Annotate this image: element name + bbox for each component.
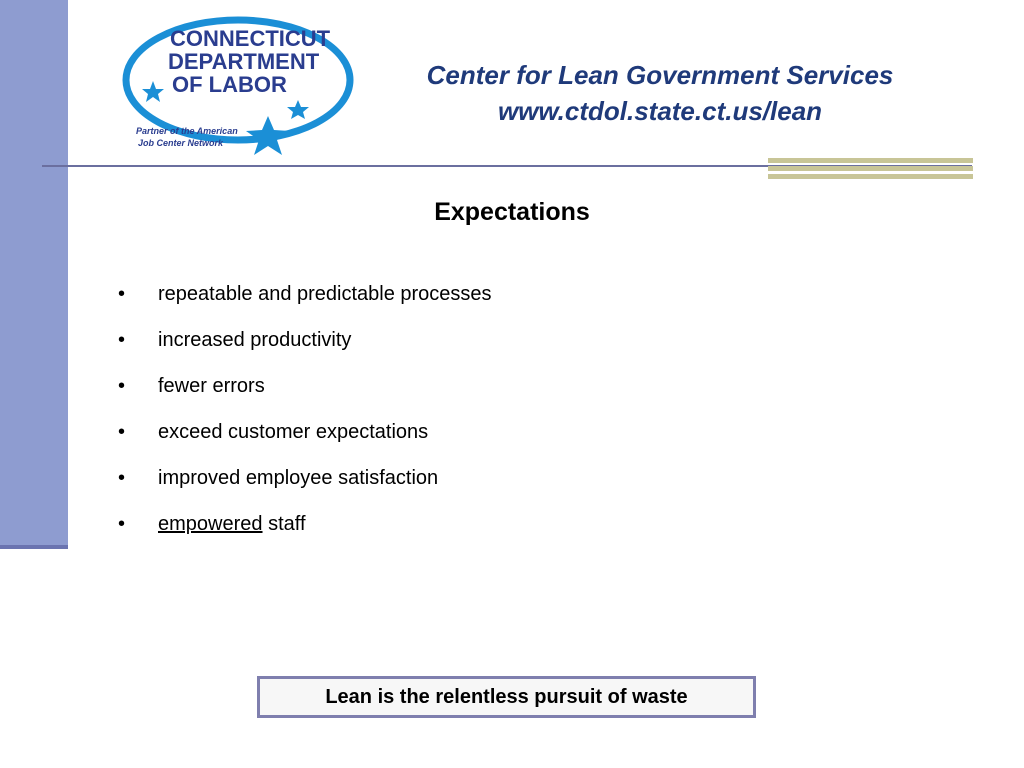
star-icon-left: [142, 81, 164, 102]
bullet-icon: •: [118, 283, 126, 305]
accent-bar: [768, 158, 973, 179]
logo-org-line1: CONNECTICUT: [170, 26, 331, 51]
list-item-text: repeatable and predictable processes: [158, 283, 492, 305]
left-side-bar: [0, 0, 68, 548]
star-icon-large: [246, 116, 290, 155]
list-item-text: exceed customer expectations: [158, 421, 429, 443]
bullet-icon: •: [118, 375, 126, 397]
bullet-icon: •: [118, 467, 126, 489]
logo-org-line2: DEPARTMENT: [168, 49, 320, 74]
underlined-word: empowered: [158, 513, 263, 535]
bullet-icon: •: [118, 421, 126, 443]
slide-title: Expectations: [434, 198, 590, 226]
star-icon-right: [287, 100, 309, 119]
list-item-text: improved employee satisfaction: [158, 467, 439, 489]
list-item-text: [158, 510, 306, 538]
ct-dol-logo: [120, 12, 365, 162]
bullet-icon: •: [118, 329, 126, 351]
list-item-text: increased productivity: [158, 329, 352, 351]
header-title: Center for Lean Government Services: [426, 60, 894, 90]
logo-org-line3: OF LABOR: [172, 72, 287, 97]
callout-box: [257, 676, 756, 718]
callout-text: Lean is the relentless pursuit of waste: [325, 685, 688, 708]
bullet-icon: •: [118, 513, 126, 535]
list-item-text-rest: staff: [262, 513, 306, 535]
left-side-bar-edge: [0, 545, 68, 549]
header-url: www.ctdol.state.ct.us/lean: [497, 96, 823, 126]
list-item-text: fewer errors: [158, 375, 265, 397]
logo-partner-line2: Job Center Network: [138, 138, 224, 148]
logo-partner-line1: Partner of the American: [136, 126, 238, 136]
